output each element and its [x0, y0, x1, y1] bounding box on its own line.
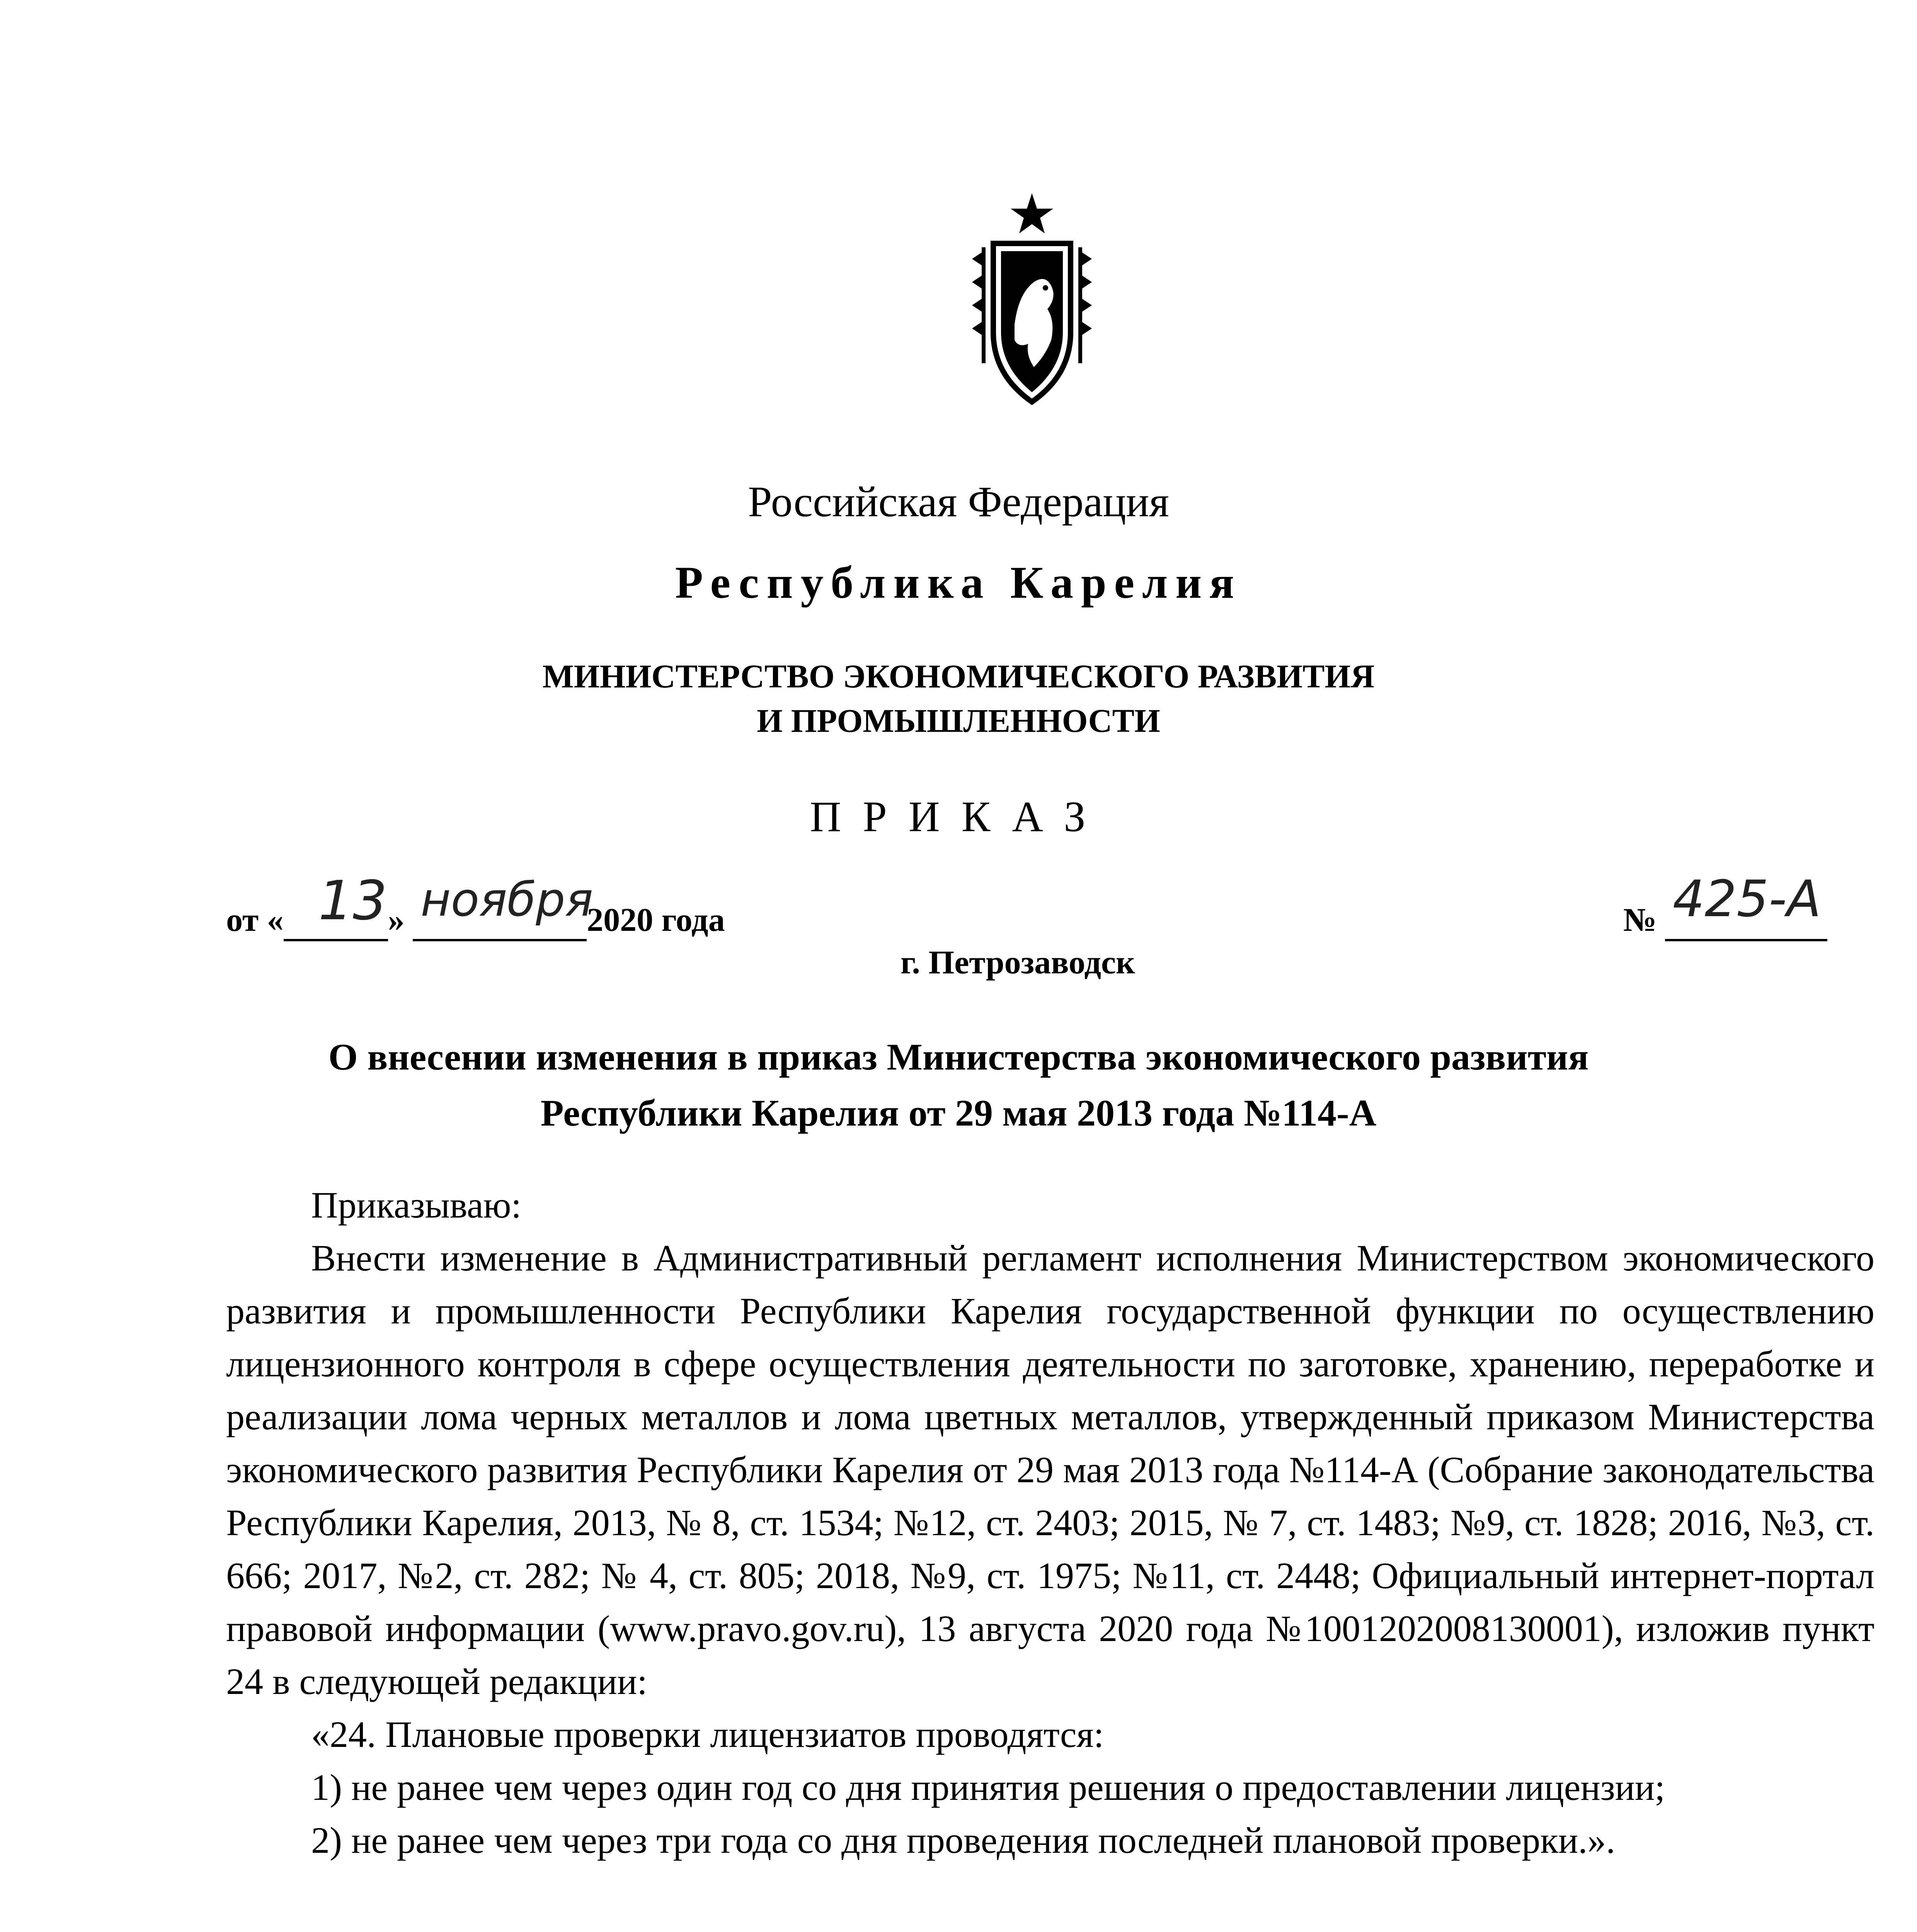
date-line: [226, 869, 725, 941]
republic-heading: Республика Карелия: [675, 557, 1242, 608]
coat-of-arms-emblem: [968, 193, 1096, 410]
order-number-handwritten: 425-А: [1672, 869, 1821, 928]
order-number-block: [1623, 869, 1827, 941]
order-body: [226, 1179, 1874, 1867]
date-month-handwritten: ноября: [421, 873, 593, 927]
subject-line2: Республики Карелия от 29 мая 2013 года №114-А: [540, 1092, 1377, 1134]
order-word: Приказываю:: [311, 1184, 521, 1226]
item-1: 1) не ранее чем через один год со дня принятия решения о предоставлении лицензии;: [311, 1767, 1665, 1808]
main-paragraph: Внести изменение в Административный регламент исполнения Министерством экономического развития и промышленности Республики Карелия государственной функции по осуществлению лицензионного контроля в сфере осуществления деятельности по заготовке, хранению, переработке и реализации лома черных металлов и лома цветных металлов, утвержденный приказом Министерства экономического развития Республики Карелия от 29 мая 2013 года №114-А (Собрание законодательства Республики Карелия, 2013, № 8, ст. 1534; №12, ст. 2403; 2015, № 7, ст. 1483; №9, ст. 1828; 2016, №3, ст. 666; 2017, №2, ст. 282; № 4, ст. 805; 2018, №9, ст. 1975; №11, ст. 2448; Официальный интернет-портал правовой информации (www.pravo.gov.ru), 13 августа 2020 года №1001202008130001), изложив пункт 24 в следующей редакции:: [226, 1237, 1874, 1702]
country-heading: Российская Федерация: [748, 478, 1169, 526]
date-prefix: от «: [226, 901, 284, 938]
date-day-handwritten: 13: [318, 869, 387, 932]
subject-line1: О внесении изменения в приказ Министерства экономического развития: [328, 1036, 1589, 1078]
ministry-name-line2: И ПРОМЫШЛЕННОСТИ: [757, 702, 1160, 739]
item-2: 2) не ранее чем через три года со дня проведения последней плановой проверки.».: [311, 1820, 1616, 1861]
order-number-label: №: [1623, 901, 1657, 938]
date-mid: »: [388, 901, 405, 938]
city-line: г. Петрозаводск: [901, 944, 1135, 981]
date-year: 2020 года: [587, 901, 725, 938]
item-intro: «24. Плановые проверки лицензиатов проводятся:: [311, 1714, 1104, 1755]
document-type-title: ПРИКАЗ: [810, 793, 1107, 841]
ministry-name-line1: МИНИСТЕРСТВО ЭКОНОМИЧЕСКОГО РАЗВИТИЯ: [542, 658, 1375, 695]
